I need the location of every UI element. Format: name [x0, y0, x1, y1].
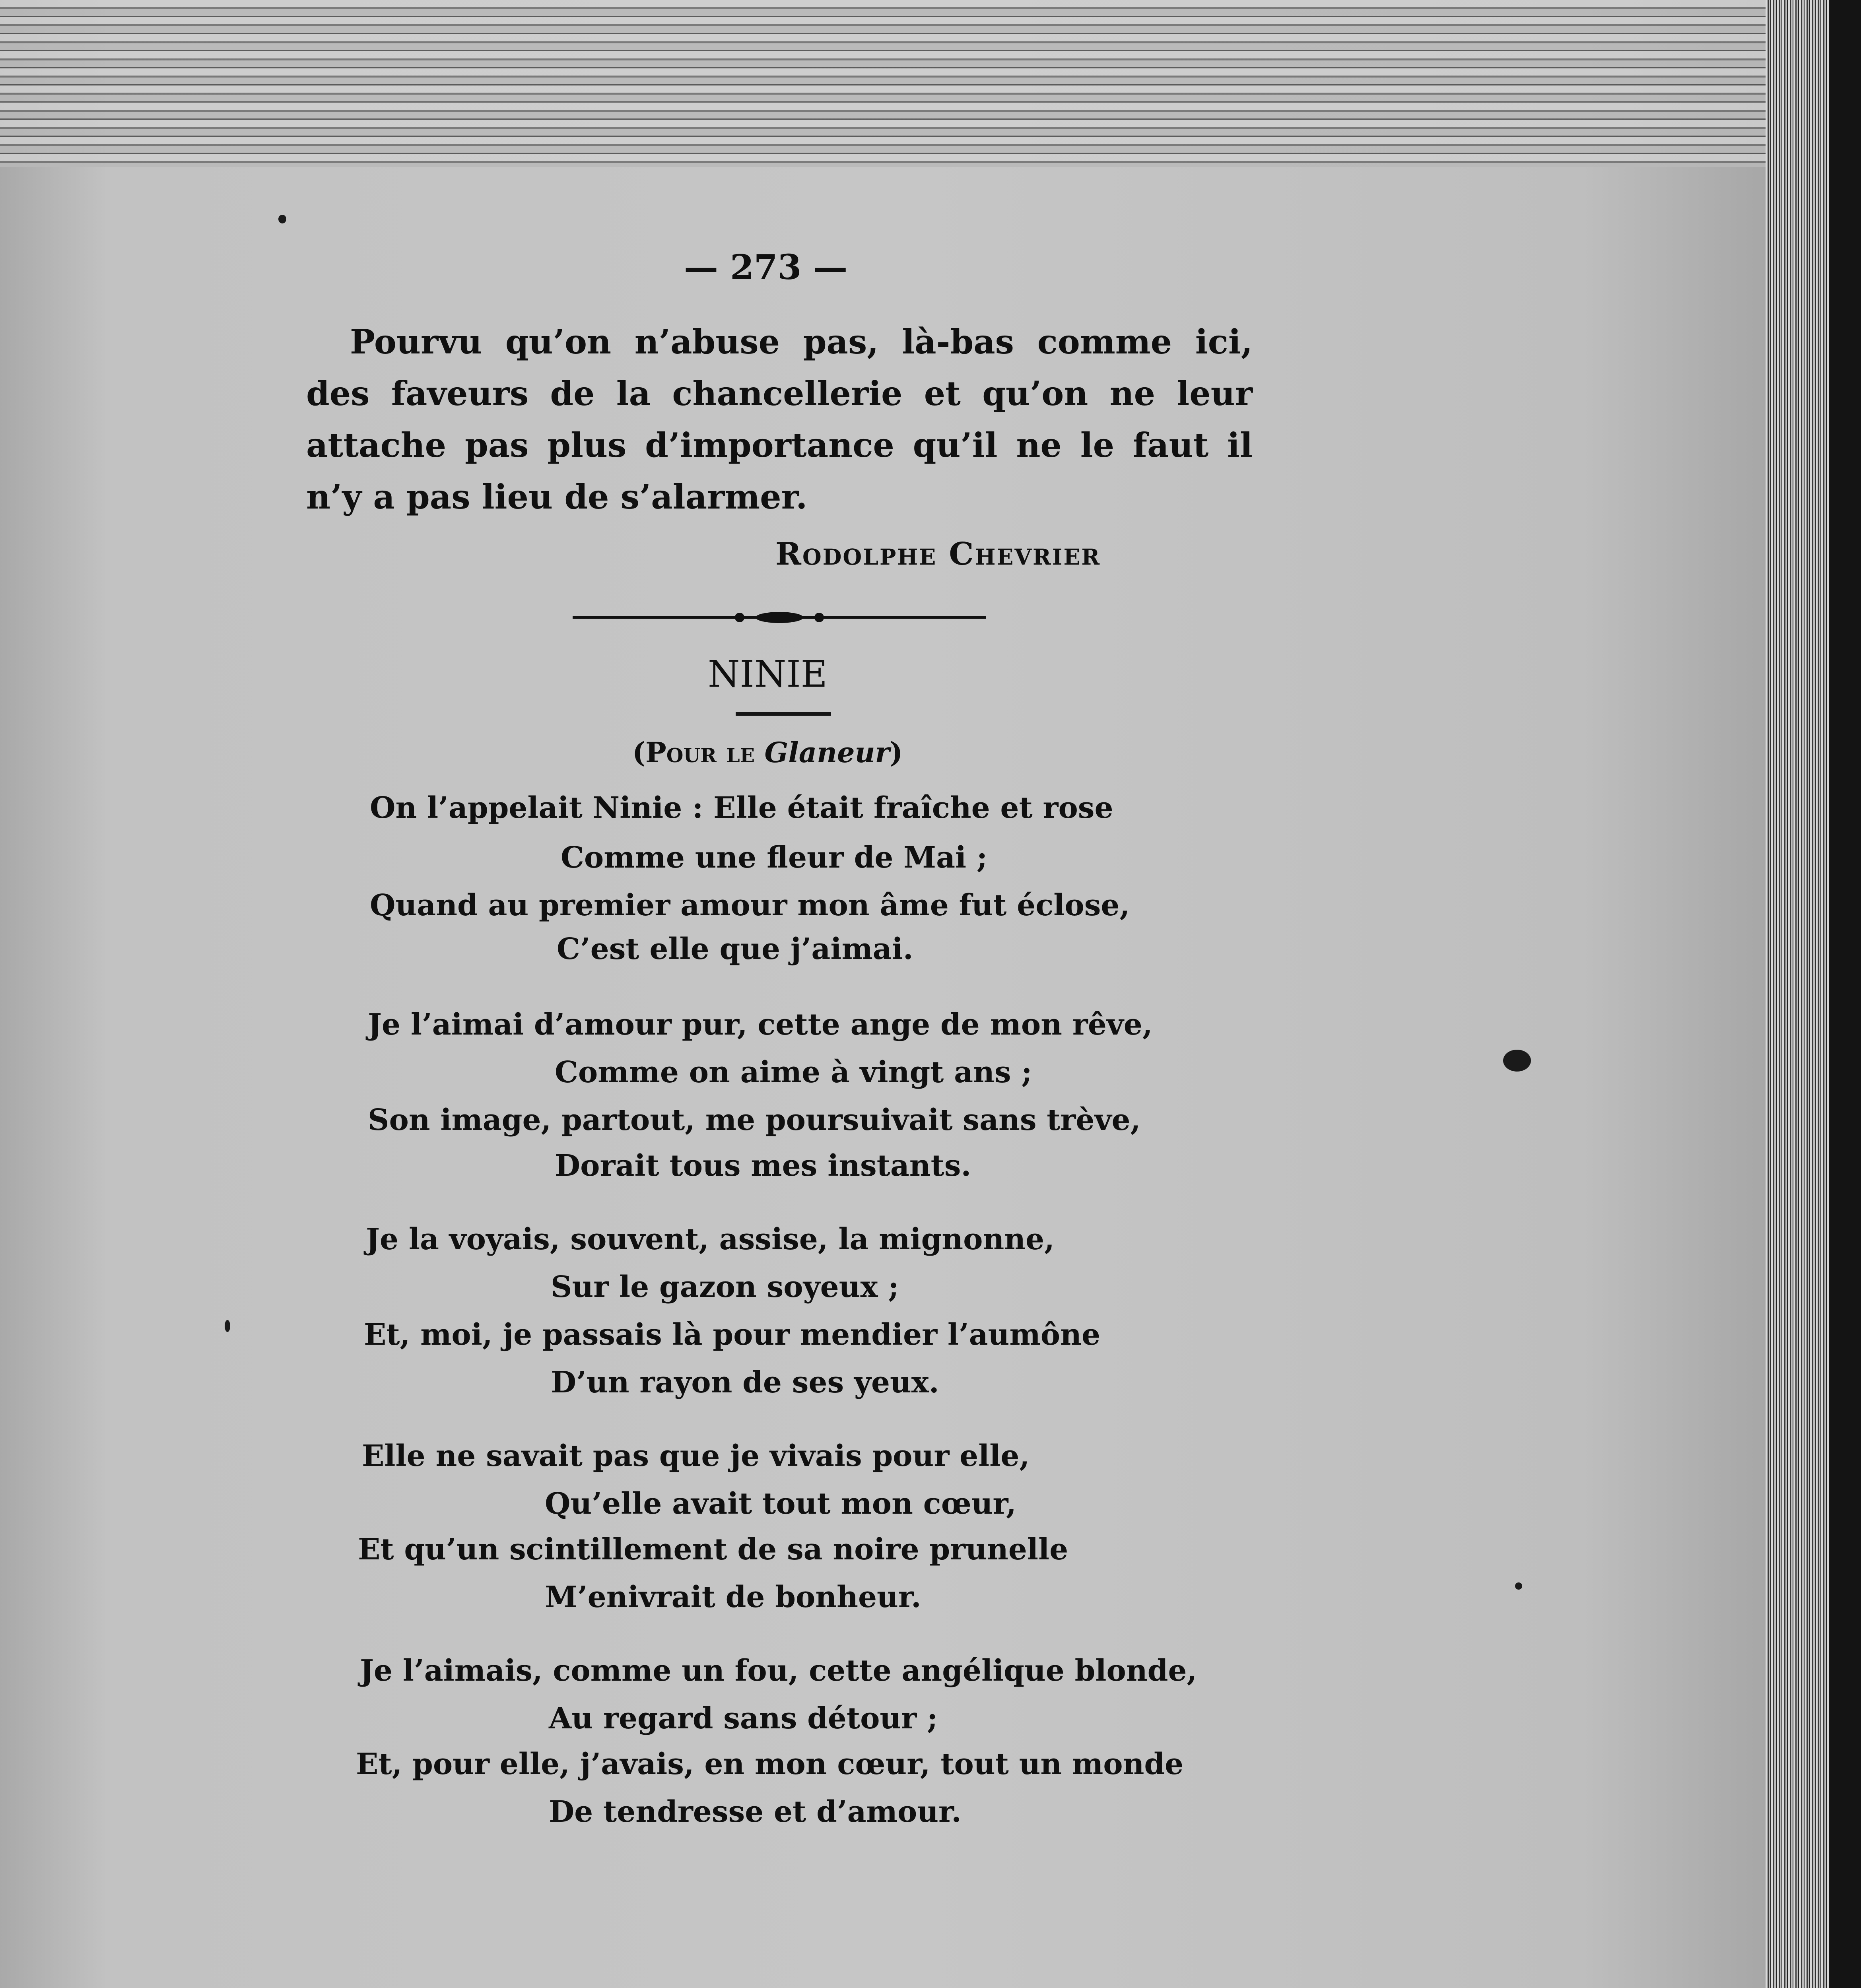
verse-line: Je l’aimais, comme un fou, cette angélique blonde, — [360, 1654, 1197, 1688]
verse-line: Au regard sans détour ; — [549, 1701, 938, 1736]
verse-line: Et qu’un scintillement de sa noire prunelle — [358, 1532, 1068, 1567]
scan-speck — [278, 215, 286, 223]
verse-line: On l’appelait Ninie : Elle était fraîche et rose — [370, 791, 1113, 825]
dedication-journal: Glaneur — [764, 736, 890, 769]
page-number: — 273 — — [684, 247, 848, 287]
verse-line: Elle ne savait pas que je vivais pour elle, — [362, 1439, 1030, 1473]
scan-speck — [225, 1320, 230, 1332]
verse-line: Et, pour elle, j’avais, en mon cœur, tout un monde — [356, 1747, 1184, 1781]
scan-speck — [1503, 1050, 1531, 1072]
verse-line: D’un rayon de ses yeux. — [551, 1365, 939, 1400]
signature: Rodolphe Chevrier — [775, 536, 1101, 572]
verse-line: Sur le gazon soyeux ; — [551, 1270, 899, 1304]
prose-line: des faveurs de la chancellerie et qu’on ne leur — [306, 374, 1253, 413]
verse-line: Je la voyais, souvent, assise, la mignonne, — [366, 1222, 1055, 1256]
top-edge-band — [0, 0, 1797, 167]
prose-paragraph — [306, 322, 1253, 516]
poem-dedication — [632, 736, 903, 769]
dark-margin — [1829, 0, 1861, 1988]
poem-title: NINIE — [708, 653, 828, 695]
verse-line: Comme une fleur de Mai ; — [561, 841, 988, 875]
ornament-divider — [573, 612, 986, 623]
verse-line: Comme on aime à vingt ans ; — [555, 1055, 1032, 1089]
verse-line: Son image, partout, me poursuivait sans trève, — [368, 1103, 1141, 1137]
scan-speck — [1515, 1582, 1522, 1590]
dedication-prefix: (Pour le — [632, 736, 765, 769]
verse-line: Quand au premier amour mon âme fut éclose, — [370, 888, 1130, 922]
verse-line: Qu’elle avait tout mon cœur, — [545, 1487, 1016, 1521]
verse-line: Et, moi, je passais là pour mendier l’aumône — [364, 1318, 1101, 1352]
verse-line: Dorait tous mes instants. — [555, 1149, 971, 1183]
verse-line: Je l’aimai d’amour pur, cette ange de mon rêve, — [368, 1008, 1153, 1042]
verse-line: M’enivrait de bonheur. — [545, 1580, 921, 1614]
verse-line: De tendresse et d’amour. — [549, 1795, 962, 1829]
prose-line: attache pas plus d’importance qu’il ne le faut il — [306, 425, 1253, 465]
prose-line: n’y a pas lieu de s’alarmer. — [306, 477, 808, 516]
title-rule — [736, 712, 831, 716]
dedication-suffix: ) — [890, 736, 903, 769]
prose-line: Pourvu qu’on n’abuse pas, là-bas comme ici, — [350, 322, 1253, 361]
verse-line: C’est elle que j’aimai. — [557, 932, 913, 966]
